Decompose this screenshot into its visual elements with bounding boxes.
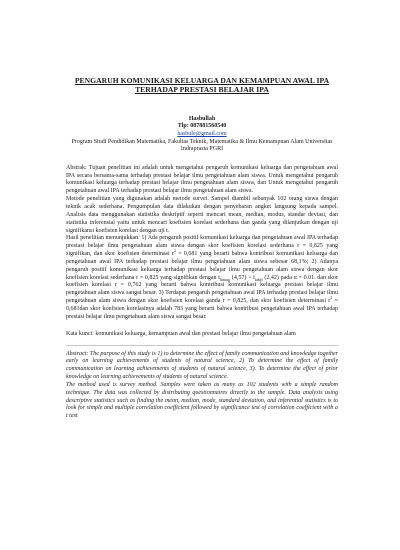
author-phone: Tlp: 087881560540 — [177, 123, 227, 130]
author-name: Hasbullah — [188, 115, 216, 122]
abstract-english — [66, 351, 338, 422]
abstract-paragraph-method: Metode penelitian yang digunakan adalah metode survei. Sampel diambil sebanyak 102 orang siswa dengan teknik acak sederhana. Pengumpulan data dilakukan dengan penyebaran angket langsung kepada sampel. Analisis data menggunakan statistika deskriptif seperti mencari mean, median, modus, standar deviasi, dan statistika inferensial yaitu untuk mencari koefisien korelasi sederhana dan ganda yang dilanjutkan dengan uji signifikansi koefisien korelasi dengan uji t. — [66, 196, 338, 234]
abstract-paragraph-aims: Abstrak: Tujuan penelitian ini adalah untuk mengetahui pengaruh komunikasi keluarga dan pengetahuan awal IPA secara bersama-sama terhadap prestasi belajar ilmu pengetahuan alam siswa. Untuk mengetahui pengaruh komunikasi keluarga terhadap prestasi belajar ilmu pengetahuan alam siswa, dan Untuk mengetahui pengaruh pengetahuan awal IPA terhadap prestasi belajar ilmu pengetahuan alam siswa. — [66, 164, 338, 195]
results-subscript-tabel: tabel — [254, 276, 263, 282]
results-text-1: Hasil penelitian menunjukkan: 1) Ada pengaruh positif komunikasi keluarga dan pengetahuan awal IPA terhadap prestasi belajar ilmu pengetahuan alam siswa dengan skor koefisien korelasi sederhana r = 0,825 yang signifikan, dan skor koefisien determinasi r — [66, 235, 338, 258]
results-subscript-hitung: hitung — [219, 276, 231, 282]
results-superscript-2: 2 — [330, 295, 333, 301]
results-superscript-1: 2 — [173, 248, 176, 254]
author-affiliation: Program Studi Pendidikan Matematika, Fakultas Teknik, Matematika & Ilmu Kemampuan Alam Universitas Indraprasta PGRI — [71, 138, 333, 153]
results-text-3: (4,57) > t — [230, 274, 255, 281]
section-divider — [66, 345, 338, 346]
abstract-indonesian — [66, 165, 338, 322]
keywords-block — [66, 331, 338, 339]
abstract-paragraph-results — [66, 235, 338, 321]
english-paragraph-method: The method used is survey method. Samples were taken as many as 102 students with a simple random technique. The data was collected by distributing questionnaires directly to the sample. Data analysis using descriptive statistics such as finding the mean, median, mode, standard deviation, and inferential statistics is to look for simple and multiple correlation coefficient followed by significance test of correlation coefficient with a t test — [66, 381, 338, 420]
results-text-2: = 0,681 yang berarti bahwa kontribusi komunikasi keluarga dan pengetahuan awal IPA terhadap prestasi belajar ilmu pengetahuan alam siswa sebesar 68,1%; 2) Adanya pengaruh positif komunikasi keluarga terhadap prestasi belajar ilmu pengetahuan alam siswa dengan skor koefisien korelasi sederhana r = 0,825 yang signifikan dengan t — [66, 251, 338, 281]
author-block — [66, 116, 338, 154]
keywords-text: Kata kunci: komunikasi keluarga, kemampuan awal dan prestasi belajar ilmu pengetahuan alam — [66, 330, 296, 337]
results-text-5: = 0,681dan skor koefisien korelasinya adalah 783 yang berarti bahwa kontribusi pengetahuan awal IPA terhadap prestasi belajar ilmu pengetahuan alam siswa sangat besar. — [66, 298, 338, 320]
paper-title: PENGARUH KOMUNIKASI KELUARGA DAN KEMAMPUAN AWAL IPA TERHADAP PRESTASI BELAJAR IPA — [74, 76, 330, 95]
results-text-4: (2,42) pada α = 0.01. dan skor koefisien korelasi r = 0,762 yang berarti bahwa kontribusi komunikasi keluarga prestasi belajar ilmu pengetahuan alam siswa sangat besar. 3) Terdapat pengaruh pengetahuan awal IPA terhadap prestasi belajar ilmu pengetahuan alam siswa dengan skor koefisien korelasi ganda r = 0,825, dan skor koefisien determinasi r — [66, 274, 338, 305]
english-paragraph-aims: Abstract: The purpose of this study is 1) to determine the effect of family communication and knowledge together early on learning achievements of students of natural science, 2) To determine the effect of family communication on learning achievements of students of natural science, 3). To determine the effect of prior knowledge on learning achievements of students of natural science. — [66, 350, 338, 381]
author-email-link[interactable]: hasbule@gmail.com — [177, 131, 227, 137]
